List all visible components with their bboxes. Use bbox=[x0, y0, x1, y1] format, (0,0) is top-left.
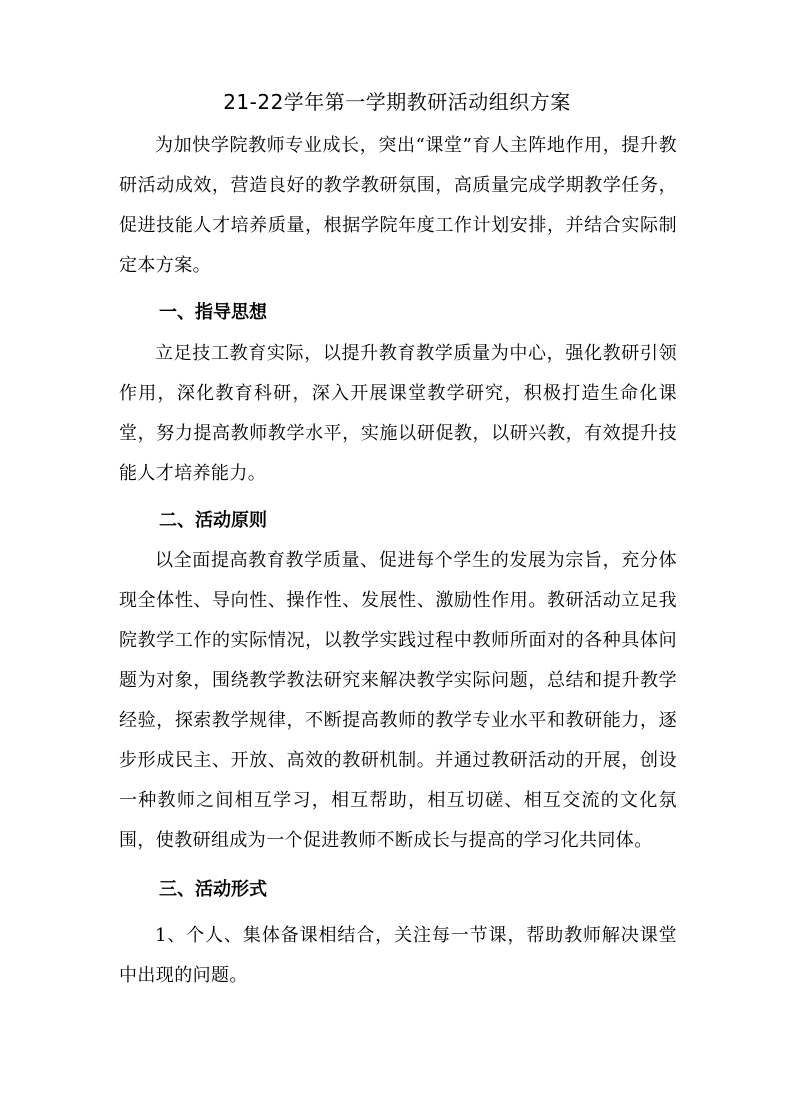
section-heading-guiding-ideology: 一、指导思想 bbox=[159, 302, 267, 323]
section-paragraph-activity-forms: 1、个人、集体备课相结合，关注每一节课，帮助教师解决课堂中出现的问题。 bbox=[119, 925, 677, 986]
section-paragraph-activity-principles: 以全面提高教育教学质量、促进每个学生的发展为宗旨，充分体现全体性、导向性、操作性、发展性、激励性作用。教研活动立足我院教学工作的实际情况，以教学实践过程中教师所面对的各种具体问题为对象，围绕教学教法研究来解决教学实际问题，总结和提升教学经验，探索教学规律，不断提高教师的教学专业水平和教研能力，逐步形成民主、开放、高效的教研机制。并通过教研活动的开展，创设一种教师之间相互学习，相互帮助，相互切磋、相互交流的文化氛围，使教研组成为一个促进教师不断成长与提高的学习化共同体。 bbox=[119, 550, 677, 851]
document-title: 21-22学年第一学期教研活动组织方案 bbox=[223, 90, 571, 114]
section-paragraph-guiding-ideology: 立足技工教育实际，以提升教育教学质量为中心，强化教研引领作用，深化教育科研，深入开展课堂教学研究，积极打造生命化课堂，努力提高教师教学水平，实施以研促教，以研兴教，有效提升技能人才培养能力。 bbox=[119, 343, 677, 484]
section-heading-activity-forms: 三、活动形式 bbox=[159, 879, 267, 900]
intro-paragraph: 为加快学院教师专业成长，突出“课堂”育人主阵地作用，提升教研活动成效，营造良好的教学教研氛围，高质量完成学期教学任务，促进技能人才培养质量，根据学院年度工作计划安排，并结合实际制定本方案。 bbox=[119, 135, 677, 276]
section-heading-activity-principles: 二、活动原则 bbox=[159, 510, 267, 531]
